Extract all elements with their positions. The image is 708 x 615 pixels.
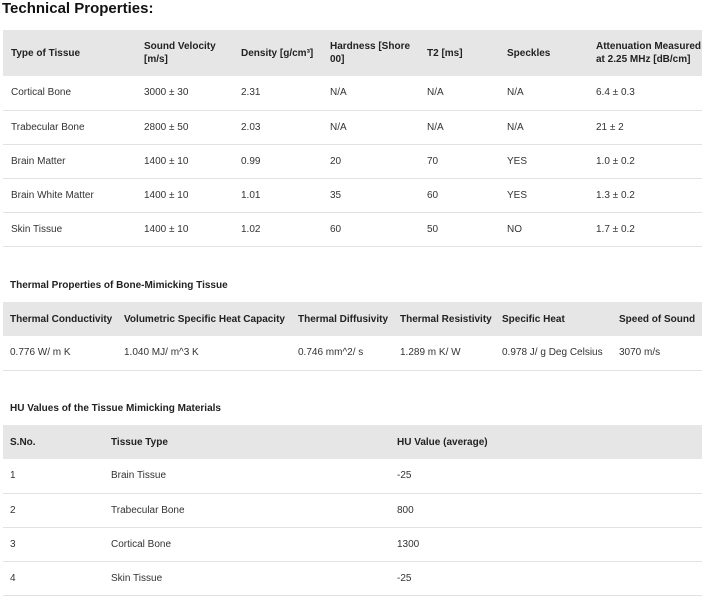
- column-header: Hardness [Shore 00]: [322, 30, 419, 76]
- table-cell: 4: [3, 561, 104, 595]
- table-cell: N/A: [322, 110, 419, 144]
- table-cell: Brain White Matter: [3, 178, 136, 212]
- table-cell: 60: [419, 178, 499, 212]
- column-header: Speckles: [499, 30, 588, 76]
- table-cell: NO: [499, 212, 588, 246]
- table-cell: YES: [499, 178, 588, 212]
- table-header-row: [3, 302, 702, 336]
- table-cell: 2.03: [233, 110, 322, 144]
- table-cell: Cortical Bone: [3, 76, 136, 110]
- table-row: [3, 178, 702, 212]
- table-cell: 2800 ± 50: [136, 110, 233, 144]
- table-cell: 2: [3, 493, 104, 527]
- hu-section-title: HU Values of the Tissue Mimicking Materials: [10, 403, 221, 414]
- table-cell: 0.776 W/ m K: [3, 336, 117, 370]
- table-cell: Brain Matter: [3, 144, 136, 178]
- column-header: Sound Velocity [m/s]: [136, 30, 233, 76]
- table-cell: 35: [322, 178, 419, 212]
- column-header: S.No.: [3, 425, 104, 459]
- column-header: HU Value (average): [390, 425, 702, 459]
- column-header: Thermal Conductivity: [3, 302, 117, 336]
- table-cell: Cortical Bone: [104, 527, 390, 561]
- column-header: Specific Heat: [495, 302, 612, 336]
- table-cell: YES: [499, 144, 588, 178]
- table-cell: 60: [322, 212, 419, 246]
- table-cell: 1.7 ± 0.2: [588, 212, 702, 246]
- table-cell: Trabecular Bone: [3, 110, 136, 144]
- table-cell: N/A: [499, 110, 588, 144]
- table-cell: 0.99: [233, 144, 322, 178]
- table-cell: 1.040 MJ/ m^3 K: [117, 336, 291, 370]
- table-cell: 0.978 J/ g Deg Celsius: [495, 336, 612, 370]
- table-cell: Trabecular Bone: [104, 493, 390, 527]
- table-cell: 1400 ± 10: [136, 212, 233, 246]
- table-cell: 6.4 ± 0.3: [588, 76, 702, 110]
- table-row: [3, 561, 702, 595]
- table-row: [3, 144, 702, 178]
- column-header: T2 [ms]: [419, 30, 499, 76]
- page-title: Technical Properties:: [2, 0, 154, 17]
- column-header: Attenuation Measured at 2.25 MHz [dB/cm]: [588, 30, 702, 76]
- table-cell: 50: [419, 212, 499, 246]
- table-header-row: [3, 425, 702, 459]
- column-header: Tissue Type: [104, 425, 390, 459]
- column-header: Speed of Sound: [612, 302, 702, 336]
- table-cell: 0.746 mm^2/ s: [291, 336, 393, 370]
- column-header: Thermal Diffusivity: [291, 302, 393, 336]
- column-header: Volumetric Specific Heat Capacity: [117, 302, 291, 336]
- technical-properties-table: [3, 30, 702, 247]
- table-cell: 3000 ± 30: [136, 76, 233, 110]
- table-cell: Skin Tissue: [104, 561, 390, 595]
- table-cell: 20: [322, 144, 419, 178]
- table-cell: 1.01: [233, 178, 322, 212]
- table-cell: 800: [390, 493, 702, 527]
- table-cell: N/A: [499, 76, 588, 110]
- table-row: [3, 493, 702, 527]
- table-cell: 1.289 m K/ W: [393, 336, 495, 370]
- table-cell: -25: [390, 459, 702, 493]
- table-row: [3, 110, 702, 144]
- table-cell: -25: [390, 561, 702, 595]
- table-cell: 2.31: [233, 76, 322, 110]
- table-cell: N/A: [322, 76, 419, 110]
- table-cell: 1: [3, 459, 104, 493]
- table-cell: Skin Tissue: [3, 212, 136, 246]
- table-row: [3, 212, 702, 246]
- thermal-section-title: Thermal Properties of Bone-Mimicking Tissue: [10, 280, 228, 291]
- table-row: [3, 76, 702, 110]
- table-header-row: [3, 30, 702, 76]
- hu-values-table: [3, 425, 702, 596]
- thermal-properties-table: [3, 302, 702, 371]
- table-cell: Brain Tissue: [104, 459, 390, 493]
- table-cell: 1300: [390, 527, 702, 561]
- table-cell: 21 ± 2: [588, 110, 702, 144]
- table-cell: 1.0 ± 0.2: [588, 144, 702, 178]
- column-header: Thermal Resistivity: [393, 302, 495, 336]
- table-cell: N/A: [419, 110, 499, 144]
- table-cell: N/A: [419, 76, 499, 110]
- column-header: Density [g/cm³]: [233, 30, 322, 76]
- table-cell: 1.3 ± 0.2: [588, 178, 702, 212]
- table-row: [3, 336, 702, 370]
- table-cell: 1.02: [233, 212, 322, 246]
- table-cell: 3070 m/s: [612, 336, 702, 370]
- table-cell: 1400 ± 10: [136, 144, 233, 178]
- table-cell: 70: [419, 144, 499, 178]
- table-cell: 3: [3, 527, 104, 561]
- table-row: [3, 459, 702, 493]
- table-row: [3, 527, 702, 561]
- table-cell: 1400 ± 10: [136, 178, 233, 212]
- column-header: Type of Tissue: [3, 30, 136, 76]
